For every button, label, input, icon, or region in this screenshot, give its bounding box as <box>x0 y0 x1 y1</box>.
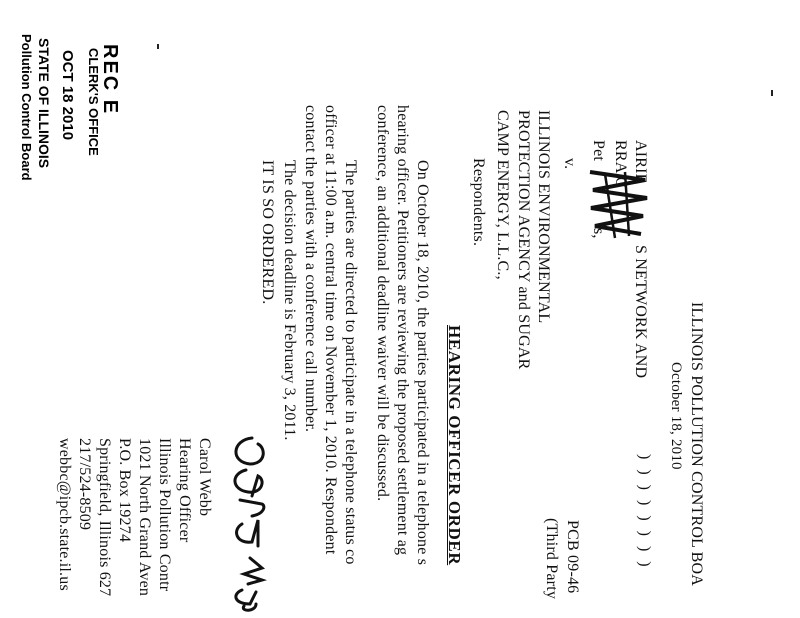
signer-city: Springfield, Illinois 627 <box>96 438 113 597</box>
respondents-label: Respondents. <box>470 158 487 247</box>
paragraph-1-line-2: hearing officer. Petitioners are reviewing the proposed settlement ag <box>394 105 411 556</box>
scan-speck <box>157 44 159 49</box>
stamp-state: STATE OF ILLINOIS <box>36 38 52 169</box>
petitioner-line-3: Pet <box>590 140 607 162</box>
paragraph-4: IT IS SO ORDERED. <box>259 160 276 305</box>
paragraph-2-line-2: officer at 11:00 a.m. central time on November 1, 2010. Respondent <box>322 105 339 555</box>
stamp-clerks-office: CLERK'S OFFICE <box>86 48 101 156</box>
stamp-date: OCT 18 2010 <box>59 50 76 141</box>
paragraph-3: The decision deadline is February 3, 2011. <box>281 160 298 441</box>
signer-email: webbc@ipcb.state.il.us <box>56 438 73 591</box>
petitioner-line-3b: s, <box>590 228 607 239</box>
order-date: October 18, 2010 <box>668 362 684 470</box>
caption-brackets: ) ) ) ) ) ) ) ) <box>636 454 653 570</box>
signature-image <box>222 434 272 614</box>
respondent-line-2: PROTECTION AGENCY and SUGAR <box>515 110 532 370</box>
signer-po-box: P.O. Box 19274 <box>116 438 133 543</box>
signer-street: 1021 North Grand Aven <box>136 438 153 597</box>
paragraph-2-line-3: contact the parties with a conference call number. <box>302 105 319 433</box>
case-type: (Third Party <box>543 518 560 600</box>
paragraph-1-line-3: conference, an additional deadline waiver will be discussed. <box>374 105 391 502</box>
respondent-line-1: ILLINOIS ENVIRONMENTAL <box>535 110 552 324</box>
redaction-scribble <box>585 168 655 240</box>
versus-label: v. <box>561 158 578 170</box>
signer-phone: 217/524-8509 <box>76 438 93 531</box>
order-title: HEARING OFFICER ORDER <box>445 325 464 566</box>
stamp-board: Pollution Control Board <box>19 34 34 181</box>
petitioner-line-1: AIRIE <box>632 140 649 184</box>
scan-speck <box>771 90 773 96</box>
petitioner-line-1b: S NETWORK AND <box>632 245 649 379</box>
board-name: ILLINOIS POLLUTION CONTROL BOA <box>688 302 705 587</box>
paragraph-2-line-1: The parties are directed to participate in a telephone status co <box>342 160 359 565</box>
petitioner-line-2: RRA C <box>612 140 629 188</box>
case-number: PCB 09-46 <box>564 520 581 594</box>
respondent-line-3: CAMP ENERGY, L.L.C., <box>494 110 511 280</box>
signer-org: Illinois Pollution Contr <box>156 438 173 592</box>
signer-name: Carol Webb <box>196 438 213 517</box>
stamp-received: REC E <box>99 44 121 116</box>
paragraph-1-line-1: On October 18, 2010, the parties participated in a telephone s <box>414 160 431 566</box>
signer-title: Hearing Officer <box>176 438 193 543</box>
